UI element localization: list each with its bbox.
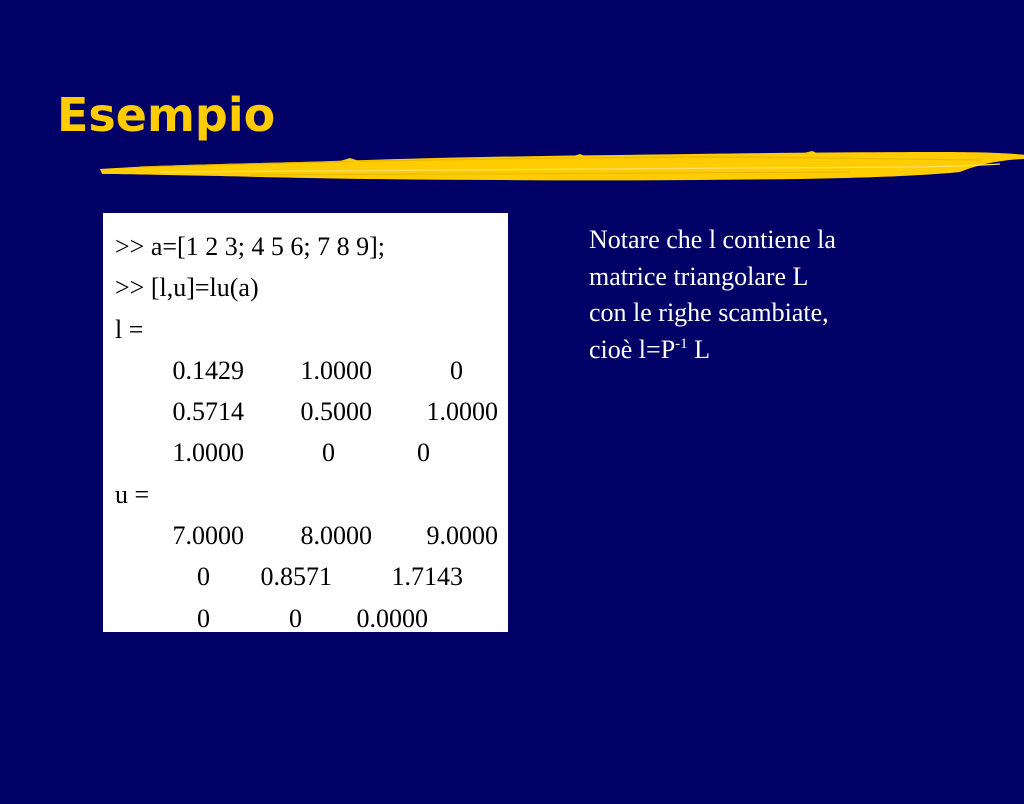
matrix-cell: 0 — [197, 562, 210, 592]
matrix-cell: 0.5714 — [172, 397, 244, 427]
u-matrix-label: u = — [115, 479, 150, 509]
matrix-cell: 1.7143 — [391, 562, 463, 592]
matrix-cell: 1.0000 — [172, 438, 244, 468]
l-matrix-row — [115, 391, 508, 432]
u-matrix-row — [115, 515, 508, 556]
l-matrix-row — [115, 432, 508, 473]
matrix-cell: 8.0000 — [300, 521, 372, 551]
matlab-output-box — [103, 213, 508, 632]
note-line: matrice triangolare L — [589, 261, 809, 291]
matrix-cell: 0.8571 — [260, 562, 332, 592]
u-matrix-row — [115, 556, 508, 597]
command-line-lu: >> [l,u]=lu(a) — [115, 273, 259, 303]
matrix-cell: 1.0000 — [426, 397, 498, 427]
slide-title: Esempio — [57, 88, 276, 142]
matrix-cell: 0.1429 — [172, 355, 244, 385]
note-line: con le righe scambiate, — [589, 298, 829, 327]
l-matrix-row — [115, 350, 508, 391]
formula-text-end: L — [687, 334, 711, 364]
matrix-cell: 1.0000 — [300, 355, 372, 385]
formula-superscript: -1 — [675, 335, 688, 352]
matrix-cell: 0 — [322, 438, 335, 468]
command-line-matrix-a: >> a=[1 2 3; 4 5 6; 7 8 9]; — [115, 232, 386, 261]
explanation-note — [589, 222, 1009, 368]
note-line: Notare che l contiene la — [589, 225, 836, 254]
matrix-cell: 0 — [197, 603, 210, 633]
matrix-cell: 0 — [417, 438, 430, 468]
u-matrix-row — [115, 598, 508, 639]
note-line-formula — [589, 332, 1009, 369]
matrix-cell: 0 — [450, 355, 463, 385]
matrix-cell: 9.0000 — [426, 521, 498, 551]
matrix-cell: 0.0000 — [356, 603, 428, 633]
l-matrix-label: l = — [115, 314, 144, 344]
matrix-cell: 0 — [289, 603, 302, 633]
matrix-cell: 0.5000 — [300, 397, 372, 427]
formula-text: cioè l=P — [589, 334, 676, 364]
title-brush-rule — [100, 150, 1024, 186]
matrix-cell: 7.0000 — [172, 521, 244, 551]
